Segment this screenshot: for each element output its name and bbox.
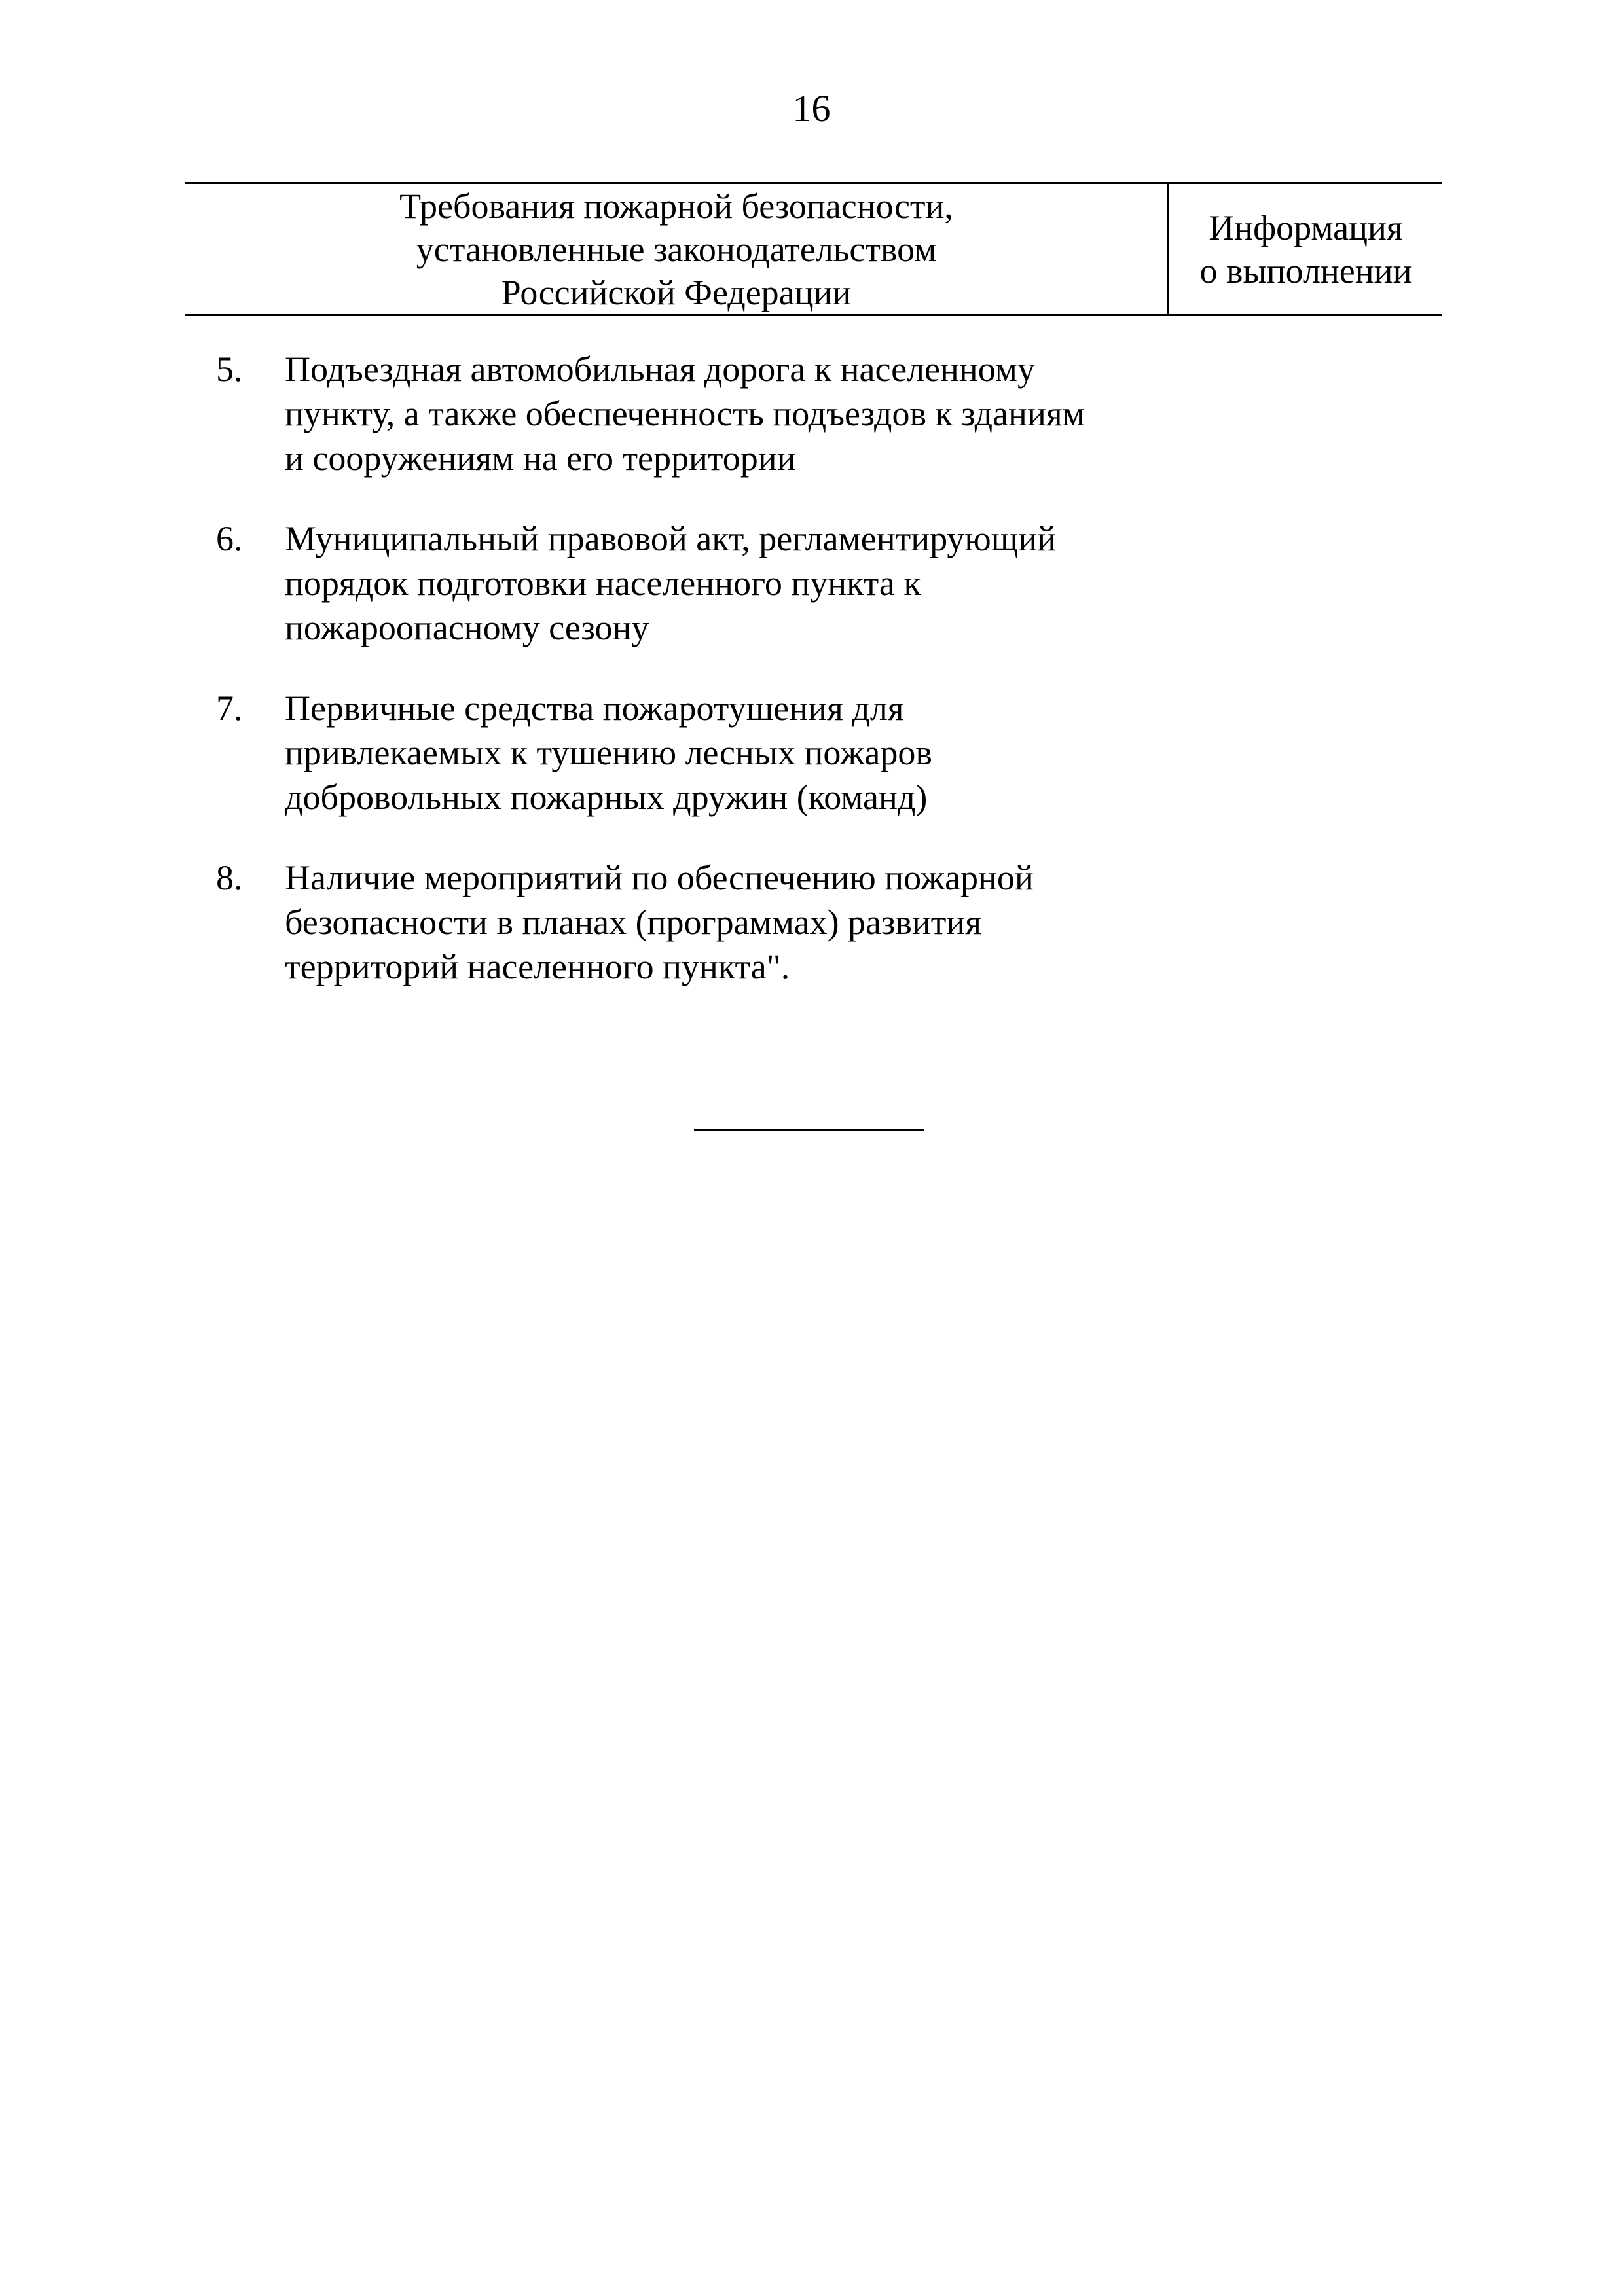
item-text-line: добровольных пожарных дружин (команд) — [285, 778, 928, 817]
item-text-line: порядок подготовки населенного пункта к — [285, 564, 921, 603]
item-text-line: пункту, а также обеспеченность подъездов к зданиям — [285, 394, 1085, 433]
list-item — [0, 347, 1623, 491]
header-info-line: Информация — [1209, 207, 1403, 247]
item-text-line: Муниципальный правовой акт, регламентирующий — [285, 519, 1057, 558]
item-text-line: Наличие мероприятий по обеспечению пожарной — [285, 858, 1034, 897]
item-text-line: территорий населенного пункта". — [285, 947, 790, 986]
list-item — [0, 855, 1623, 999]
header-requirements-line: Требования пожарной безопасности, — [399, 186, 953, 226]
list-item — [0, 686, 1623, 830]
table-header — [185, 182, 1442, 316]
item-number: 7. — [216, 689, 243, 728]
item-number: 8. — [216, 858, 243, 897]
item-text — [285, 516, 1234, 650]
item-text-line: Первичные средства пожаротушения для — [285, 689, 904, 728]
header-requirements-line: установленные законодательством — [416, 229, 937, 269]
item-number: 6. — [216, 519, 243, 558]
item-text — [285, 347, 1234, 480]
item-text-line: привлекаемых к тушению лесных пожаров — [285, 733, 932, 772]
list-item — [0, 516, 1623, 660]
item-text — [285, 855, 1234, 989]
item-text-line: пожароопасному сезону — [285, 608, 649, 647]
header-requirements-line: Российской Федерации — [501, 272, 852, 312]
item-text-line: и сооружениям на его территории — [285, 439, 796, 478]
item-text-line: Подъездная автомобильная дорога к населенному — [285, 350, 1035, 389]
header-info-column — [1169, 184, 1442, 314]
closing-divider — [694, 1129, 924, 1131]
page-number: 16 — [792, 87, 831, 130]
header-requirements-column — [185, 184, 1169, 314]
requirements-list — [0, 347, 1623, 1025]
item-number: 5. — [216, 350, 243, 389]
item-text-line: безопасности в планах (программах) развития — [285, 903, 982, 942]
item-text — [285, 686, 1234, 819]
header-info-line: о выполнении — [1199, 251, 1412, 291]
